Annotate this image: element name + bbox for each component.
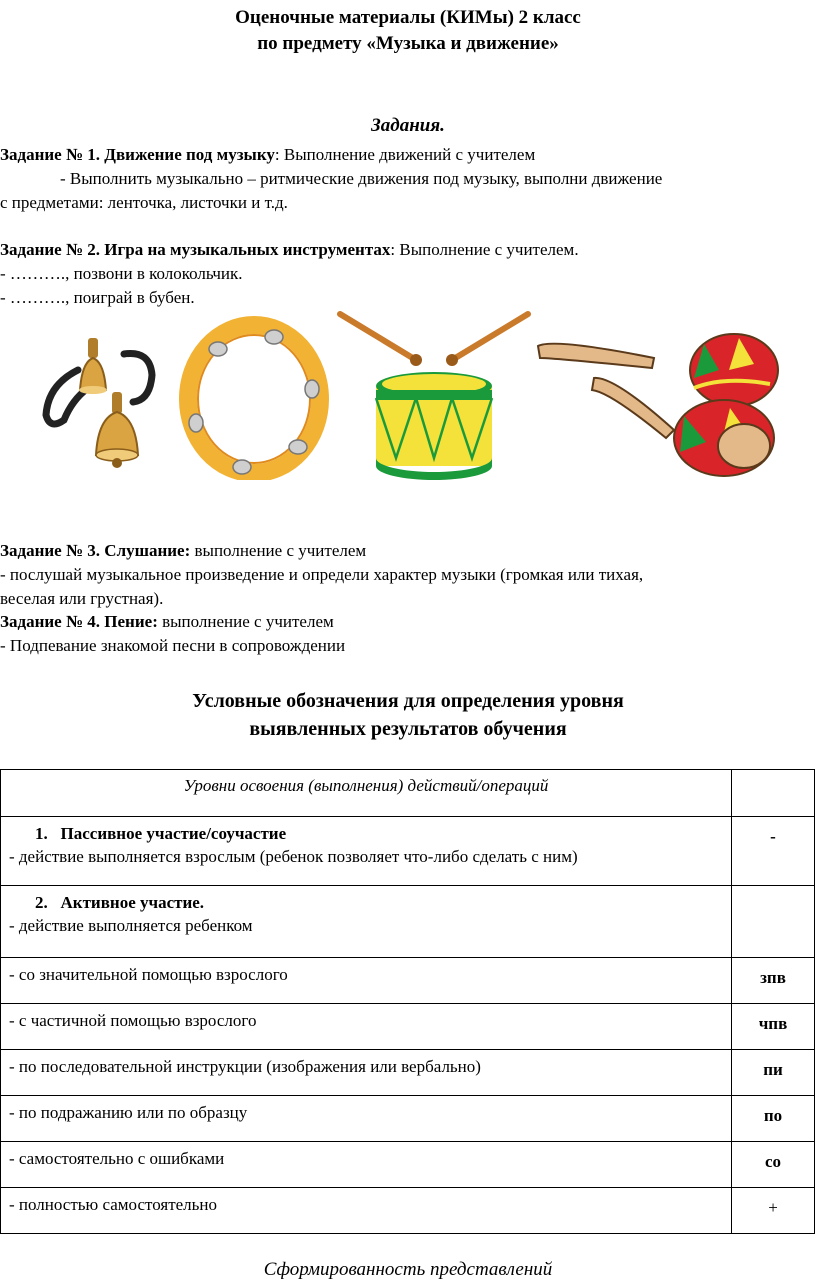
levels-table (0, 769, 815, 1234)
tasks-heading: Задания. (371, 115, 445, 136)
task2-heading (0, 238, 579, 261)
section-caption: Сформированность представлений (263, 1259, 553, 1280)
table-row (1, 958, 815, 1004)
table-header-code-cell (732, 770, 815, 817)
row-text: - по последовательной инструкции (изображения или вербально) (9, 1057, 481, 1076)
tambourine-icon (178, 315, 330, 480)
row-code: со (732, 1142, 815, 1188)
row-title: Пассивное участие/соучастие (60, 824, 287, 843)
row-text: - действие выполняется ребенком (9, 916, 253, 935)
table-row (1, 817, 815, 886)
table-row (1, 1050, 815, 1096)
row-code: - (732, 817, 815, 886)
task2-label: Задание № 2. Игра на музыкальных инструментах (0, 240, 391, 259)
task1-rest: : Выполнение движений с учителем (274, 145, 536, 164)
handbell-icon (38, 330, 160, 475)
table-row (1, 1096, 815, 1142)
row-text: - самостоятельно с ошибками (9, 1149, 225, 1168)
table-row (1, 1004, 815, 1050)
task3-label: Задание № 3. Слушание: (0, 541, 191, 560)
task4-heading (0, 610, 334, 633)
task3-instruction-cont: веселая или грустная). (0, 589, 164, 608)
row-number: 1. (35, 824, 48, 843)
legend-title-line2: выявленных результатов обучения (249, 718, 567, 740)
row-code: чпв (732, 1004, 815, 1050)
task3-instruction: - послушай музыкальное произведение и определи характер музыки (громкая или тихая, (0, 565, 644, 584)
table-row (1, 1142, 815, 1188)
row-code (732, 886, 815, 958)
row-code: пи (732, 1050, 815, 1096)
task1-instruction: - Выполнить музыкально – ритмические движения под музыку, выполни движение (60, 169, 663, 188)
row-number: 2. (35, 893, 48, 912)
row-text: - с частичной помощью взрослого (9, 1011, 257, 1030)
table-header-row (1, 770, 815, 817)
task3-heading (0, 539, 366, 562)
task1-label: Задание № 1. Движение под музыку (0, 145, 275, 164)
legend-title-line1: Условные обозначения для определения уровня (192, 690, 624, 712)
row-text: - полностью самостоятельно (9, 1195, 218, 1214)
row-text: - действие выполняется взрослым (ребенок позволяет что-либо сделать с ним) (9, 847, 578, 866)
maracas-icon (534, 318, 780, 483)
task1-heading (0, 143, 535, 166)
row-code: по (732, 1096, 815, 1142)
task3-rest: выполнение с учителем (190, 541, 367, 560)
row-code: + (732, 1188, 815, 1234)
task4-label: Задание № 4. Пение: (0, 612, 158, 631)
row-text: - со значительной помощью взрослого (9, 965, 288, 984)
table-header-cell: Уровни освоения (выполнения) действий/операций (183, 776, 549, 795)
row-title: Активное участие. (60, 893, 205, 912)
task2-rest: : Выполнение с учителем. (390, 240, 579, 259)
task1-instruction-cont: с предметами: ленточка, листочки и т.д. (0, 193, 288, 212)
table-row (1, 886, 815, 958)
row-text: - по подражанию или по образцу (9, 1103, 248, 1122)
document-title-line1: Оценочные материалы (КИМы) 2 класс (235, 7, 581, 28)
task4-rest: выполнение с учителем (157, 612, 334, 631)
document-title-line2: по предмету «Музыка и движение» (257, 33, 559, 54)
drum-icon (334, 308, 534, 486)
task2-tambourine-instruction: - ………., поиграй в бубен. (0, 288, 195, 307)
table-row (1, 1188, 815, 1234)
task4-instruction: - Подпевание знакомой песни в сопровождении (0, 636, 346, 655)
task2-bell-instruction: - ………., позвони в колокольчик. (0, 264, 243, 283)
row-code: зпв (732, 958, 815, 1004)
